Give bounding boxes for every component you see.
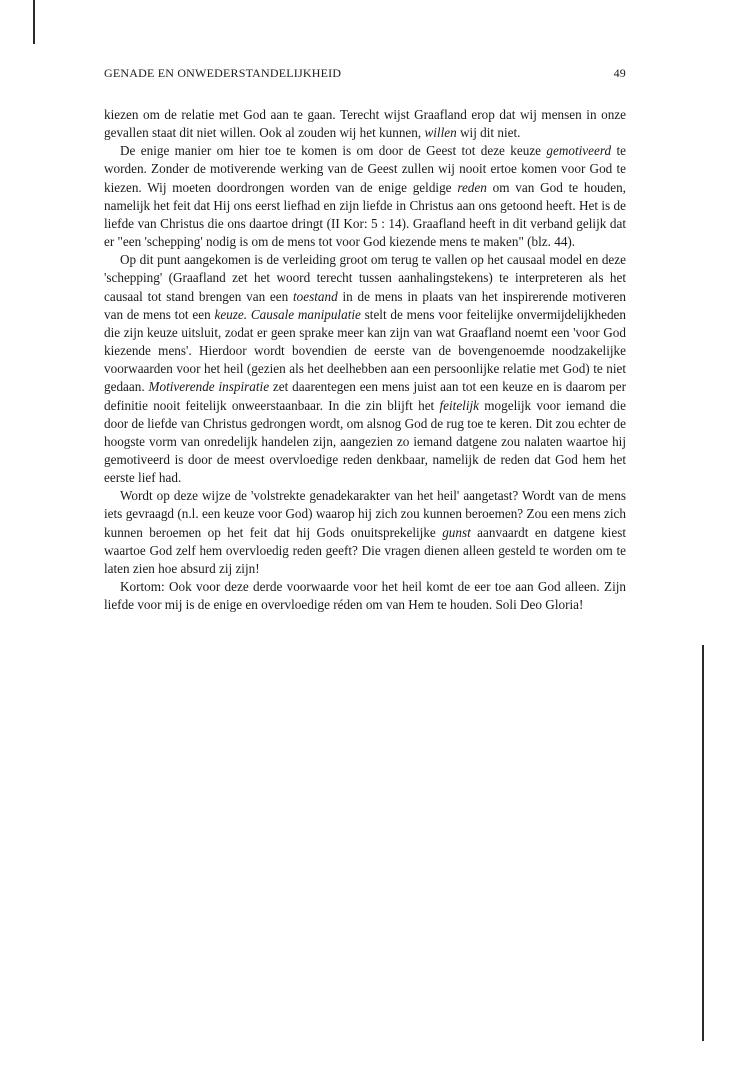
text-run: Wordt op deze wijze de 'volstrekte genadekarakter van het heil' aangetast? Wordt van de mens iets gevraagd (n.l. een keuze voor God) waarop hij zich zou kunnen beroemen? Zou een mens zich kunnen beroemen op het feit dat hij Gods onuitsprekelijke — [104, 488, 626, 540]
text-run: stelt de mens voor feitelijke onvermijdelijkheden die zijn keuze uitsluit, zodat er geen sprake meer kan zijn van wat Graafland noemt een 'voor God kiezende mens'. Hierdoor wordt bovendien de eerste van de bovengenoemde noodzakelijke voorwaarden voor het heil (gezien als het deelhebben aan een persoonlijke relatie met God) te niet gedaan. — [104, 306, 627, 395]
paragraph-4 — [104, 487, 626, 578]
text-run: wij dit niet. — [456, 125, 521, 141]
text-run: De enige manier om hier toe te komen is om door de Geest tot deze keuze — [120, 143, 547, 159]
page-number: 49 — [613, 66, 626, 80]
text-run: kiezen om de relatie met God aan te gaan. Terecht wijst Graafland erop dat wij mensen in onze gevallen staat dit niet willen. Ook al zouden wij het kunnen, — [104, 107, 626, 141]
running-head — [104, 66, 626, 81]
italic-phrase: willen — [424, 125, 457, 141]
text-run: aanvaardt en datgene kiest waartoe God zelf hem overvloedig reden geeft? Die vragen dienen alleen gesteld te worden om te laten zien hoe absurd zij zijn! — [104, 524, 626, 576]
text-run: mogelijk voor iemand die door de liefde van Christus gedrongen wordt, om alsnog God de rug toe te keren. Dit zou echter de hoogste vorm van onredelijk handelen zijn, aangezien zo iemand datgene zou nalaten waartoe hij gemotiveerd is door de meest overvloedige reden denkbaar, namelijk de reden dat God hem het eerste lief had. — [104, 397, 627, 486]
text-run: te worden. Zonder de motiverende werking van de Geest zullen wij nooit ertoe komen voor God te kiezen. Wij moeten doordrongen worden van de enige geldige — [104, 143, 626, 195]
scan-border-left — [33, 0, 35, 44]
italic-phrase: gunst — [442, 524, 471, 540]
text-run: Op dit punt aangekomen is de verleiding groot om terug te vallen op het causaal model en deze 'schepping' (Graafland zet het woord terecht tussen aanhalingstekens) te interpreteren als het causaal tot stand brengen van een — [104, 252, 626, 304]
running-head-title: GENADE EN ONWEDERSTANDELIJKHEID — [104, 66, 342, 80]
italic-phrase: gemotiveerd — [546, 143, 612, 159]
scan-border-right — [702, 645, 704, 1041]
paragraph-5 — [104, 578, 626, 614]
paragraph-1 — [104, 106, 626, 142]
italic-phrase: reden — [457, 179, 487, 195]
italic-phrase: Motiverende inspiratie — [148, 379, 270, 395]
text-run: in de mens in plaats van het inspirerende motiveren van de mens tot een — [104, 288, 626, 322]
paragraph-3 — [104, 251, 626, 487]
italic-phrase: feitelijk — [439, 397, 480, 413]
italic-phrase: keuze. — [214, 306, 248, 322]
text-run: Kortom: Ook voor deze derde voorwaarde voor het heil komt de eer toe aan God alleen. Zijn liefde voor mij is de enige en overvloedige réden om van Hem te houden. Soli Deo Gloria! — [104, 579, 626, 613]
paragraph-2 — [104, 142, 626, 251]
text-run: om van God te houden, namelijk het feit dat Hij ons eerst liefhad en zijn liefde in Christus aan ons getoond heeft. Het is de liefde van Christus die ons daartoe dringt (II Kor: 5 : 14). Graafland heeft in dit verband gelijk dat er "een 'schepping' nodig is om de mens tot voor God kiezende mens te maken" (blz. 44). — [104, 179, 626, 250]
body-text — [104, 106, 626, 614]
text-run: zet daarentegen een mens juist aan tot een keuze en is daarom per definitie nooit feitelijk onweerstaanbaar. In die zin blijft het — [104, 379, 626, 413]
italic-phrase: Causale manipulatie — [250, 306, 361, 322]
italic-phrase: toestand — [293, 288, 338, 304]
book-page — [104, 66, 626, 614]
